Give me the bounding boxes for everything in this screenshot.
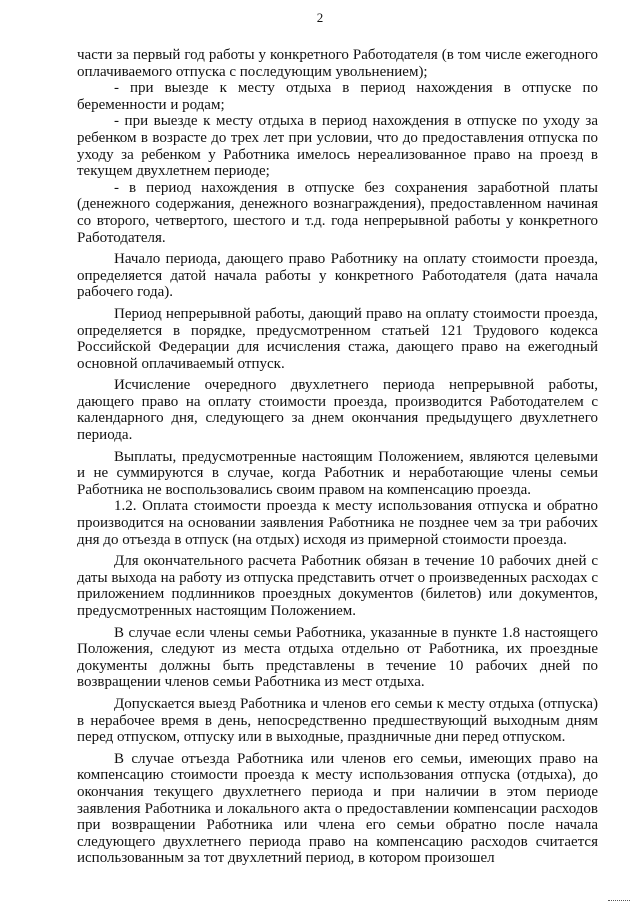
paragraph: В случае отъезда Работника или членов его семьи, имеющих право на компенсацию стоимости проезда к месту использования отпуска (отдыха), до окончания текущего двухлетнего периода и при наличии в этом периоде заявления Работника и локального акта о предоставлении компенсации расходов при возвращении Работника или члена его семьи обратно после начала следующего двухлетнего периода право на компенсацию расходов считается использованным за тот двухлетний период, в котором произошел: [77, 750, 598, 867]
paragraph: В случае если члены семьи Работника, указанные в пункте 1.8 настоящего Положения, следуют из места отдыха отдельно от Работника, их проездные документы должны быть представлены в течение 10 рабочих дней по возвращении членов семьи Работника из мест отдыха.: [77, 624, 598, 691]
paragraph: Период непрерывной работы, дающий право на оплату стоимости проезда, определяется в порядке, предусмотренном статьей 121 Трудового кодекса Российской Федерации для исчисления стажа, дающего право на ежегодный основной оплачиваемый отпуск.: [77, 305, 598, 372]
paragraph: Начало периода, дающего право Работнику на оплату стоимости проезда, определяется датой начала работы у конкретного Работодателя (дата начала рабочего года).: [77, 251, 598, 301]
paragraph: - при выезде к месту отдыха в период нахождения в отпуске по беременности и родам;: [77, 80, 598, 113]
paragraph: части за первый год работы у конкретного Работодателя (в том числе ежегодного оплачиваемого отпуска с последующим увольнением);: [77, 47, 598, 80]
paragraph: Исчисление очередного двухлетнего периода непрерывной работы, дающего право на оплату стоимости проезда, производится Работодателем с календарного дня, следующего за днем окончания предыдущего двухлетнего периода.: [77, 377, 598, 444]
paragraph: Для окончательного расчета Работник обязан в течение 10 рабочих дней с даты выхода на работу из отпуска представить отчет о произведенных расходах с приложением подлинников проездных документов (билетов) или документов, предусмотренных настоящим Положением.: [77, 553, 598, 619]
paragraph: Допускается выезд Работника и членов его семьи к месту отдыха (отпуска) в нерабочее время в день, непосредственно предшествующий выходным дням перед отпуском, отпуску или в выходные, праздничные дни перед отпуском.: [77, 695, 598, 746]
paragraph: - при выезде к месту отдыха в период нахождения в отпуске по уходу за ребенком в возрасте до трех лет при условии, что до предоставления отпуска по уходу за ребенком у Работника имелось нереализованное право на проезд в текущем двухлетнем периоде;: [77, 113, 598, 180]
page-number: 2: [316, 10, 324, 25]
scan-mark: [608, 894, 630, 901]
paragraph: Выплаты, предусмотренные настоящим Положением, являются целевыми и не суммируются в случае, когда Работник и неработающие члены семьи Работника не воспользовались своим правом на компенсацию проезда.: [77, 448, 598, 498]
paragraph: 1.2. Оплата стоимости проезда к месту использования отпуска и обратно производится на основании заявления Работника не позднее чем за три рабочих дня до отъезда в отпуск (на отдых) исходя из примерной стоимости проезда.: [77, 498, 598, 548]
paragraph: - в период нахождения в отпуске без сохранения заработной платы (денежного содержания, денежного вознаграждения), предоставленном начиная со второго, четвертого, шестого и т.д. года непрерывной работы у конкретного Работодателя.: [77, 179, 598, 246]
document-body: [77, 47, 598, 867]
